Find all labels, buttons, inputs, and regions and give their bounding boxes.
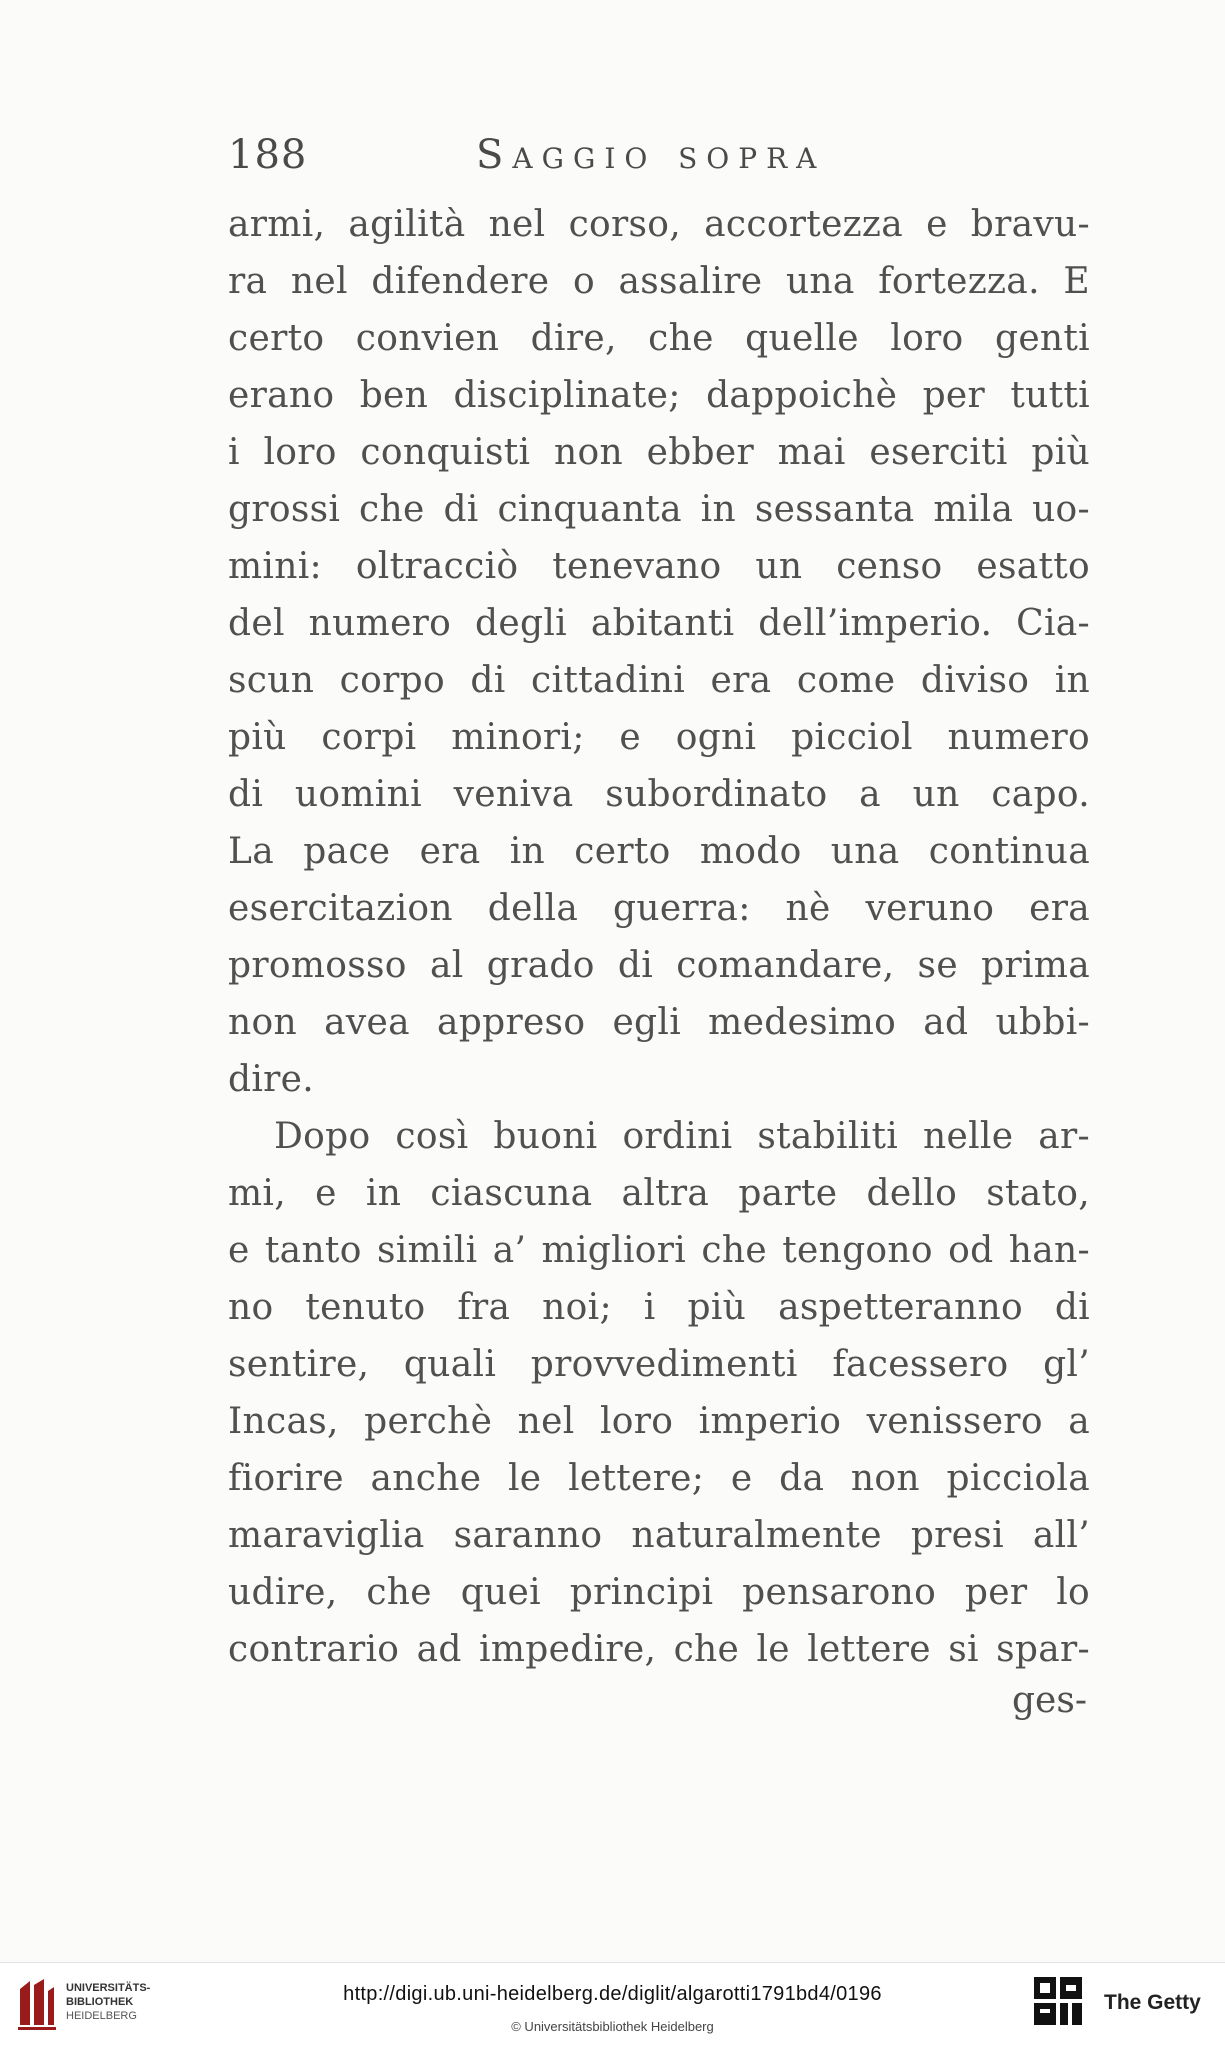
library-name-line: HEIDELBERG: [66, 2010, 137, 2022]
text-line: fiorire anche le lettere; e da non picciola: [228, 1458, 1090, 1499]
text-line: più corpi minori; e ogni picciol numero: [228, 717, 1090, 758]
viewer-footer: [0, 1962, 1225, 2049]
text-line: ra nel difendere o assalire una fortezza. E: [228, 261, 1090, 302]
text-line: di uomini veniva subordinato a un capo.: [228, 774, 1090, 815]
copyright-notice: © Universitätsbibliothek Heidelberg: [511, 2019, 714, 2034]
text-line: del numero degli abitanti dell’imperio. Cia-: [228, 603, 1090, 644]
text-line: esercitazion della guerra: nè veruno era: [228, 888, 1090, 929]
text-line: scun corpo di cittadini era come diviso in: [228, 660, 1090, 701]
text-line: i loro conquisti non ebber mai eserciti più: [228, 432, 1090, 473]
text-line: La pace era in certo modo una continua: [228, 831, 1090, 872]
body-text: [228, 196, 1090, 1678]
text-line: udire, che quei principi pensarono per lo: [228, 1572, 1090, 1613]
text-line: contrario ad impedire, che le lettere si spar-: [228, 1629, 1090, 1670]
text-line: Dopo così buoni ordini stabiliti nelle ar-: [274, 1116, 1090, 1157]
text-line: certo convien dire, che quelle loro genti: [228, 318, 1090, 359]
text-line: e tanto simili a’ migliori che tengono od han-: [228, 1230, 1090, 1271]
text-line: grossi che di cinquanta in sessanta mila uo-: [228, 489, 1090, 530]
text-line: erano ben disciplinate; dappoichè per tutti: [228, 375, 1090, 416]
running-head: [228, 132, 1088, 182]
permalink-url[interactable]: http://digi.ub.uni-heidelberg.de/diglit/algarotti1791bd4/0196: [343, 1983, 882, 2005]
text-line: promosso al grado di comandare, se prima: [228, 945, 1090, 986]
text-line: mini: oltracciò tenevano un censo esatto: [228, 546, 1090, 587]
library-name-line: UNIVERSITÄTS-: [66, 1982, 151, 1994]
text-line: dire.: [228, 1059, 315, 1100]
catchword: ges-: [1012, 1680, 1087, 1721]
running-title: Saggio sopra: [476, 132, 826, 178]
text-line: Incas, perchè nel loro imperio venissero a: [228, 1401, 1090, 1442]
page-number: 188: [228, 132, 308, 178]
text-line: no tenuto fra noi; i più aspetteranno di: [228, 1287, 1090, 1328]
text-line: non avea appreso egli medesimo ad ubbi-: [228, 1002, 1090, 1043]
getty-label: The Getty: [1104, 1991, 1201, 2014]
getty-logo-icon: [1032, 1975, 1084, 2035]
library-name-line: BIBLIOTHEK: [66, 1996, 134, 2008]
text-line: armi, agilità nel corso, accortezza e bravu-: [228, 204, 1090, 245]
text-line: mi, e in ciascuna altra parte dello stato,: [228, 1173, 1090, 1214]
text-line: maraviglia saranno naturalmente presi all’: [228, 1515, 1090, 1556]
text-line: sentire, quali provvedimenti facessero gl’: [228, 1344, 1090, 1385]
